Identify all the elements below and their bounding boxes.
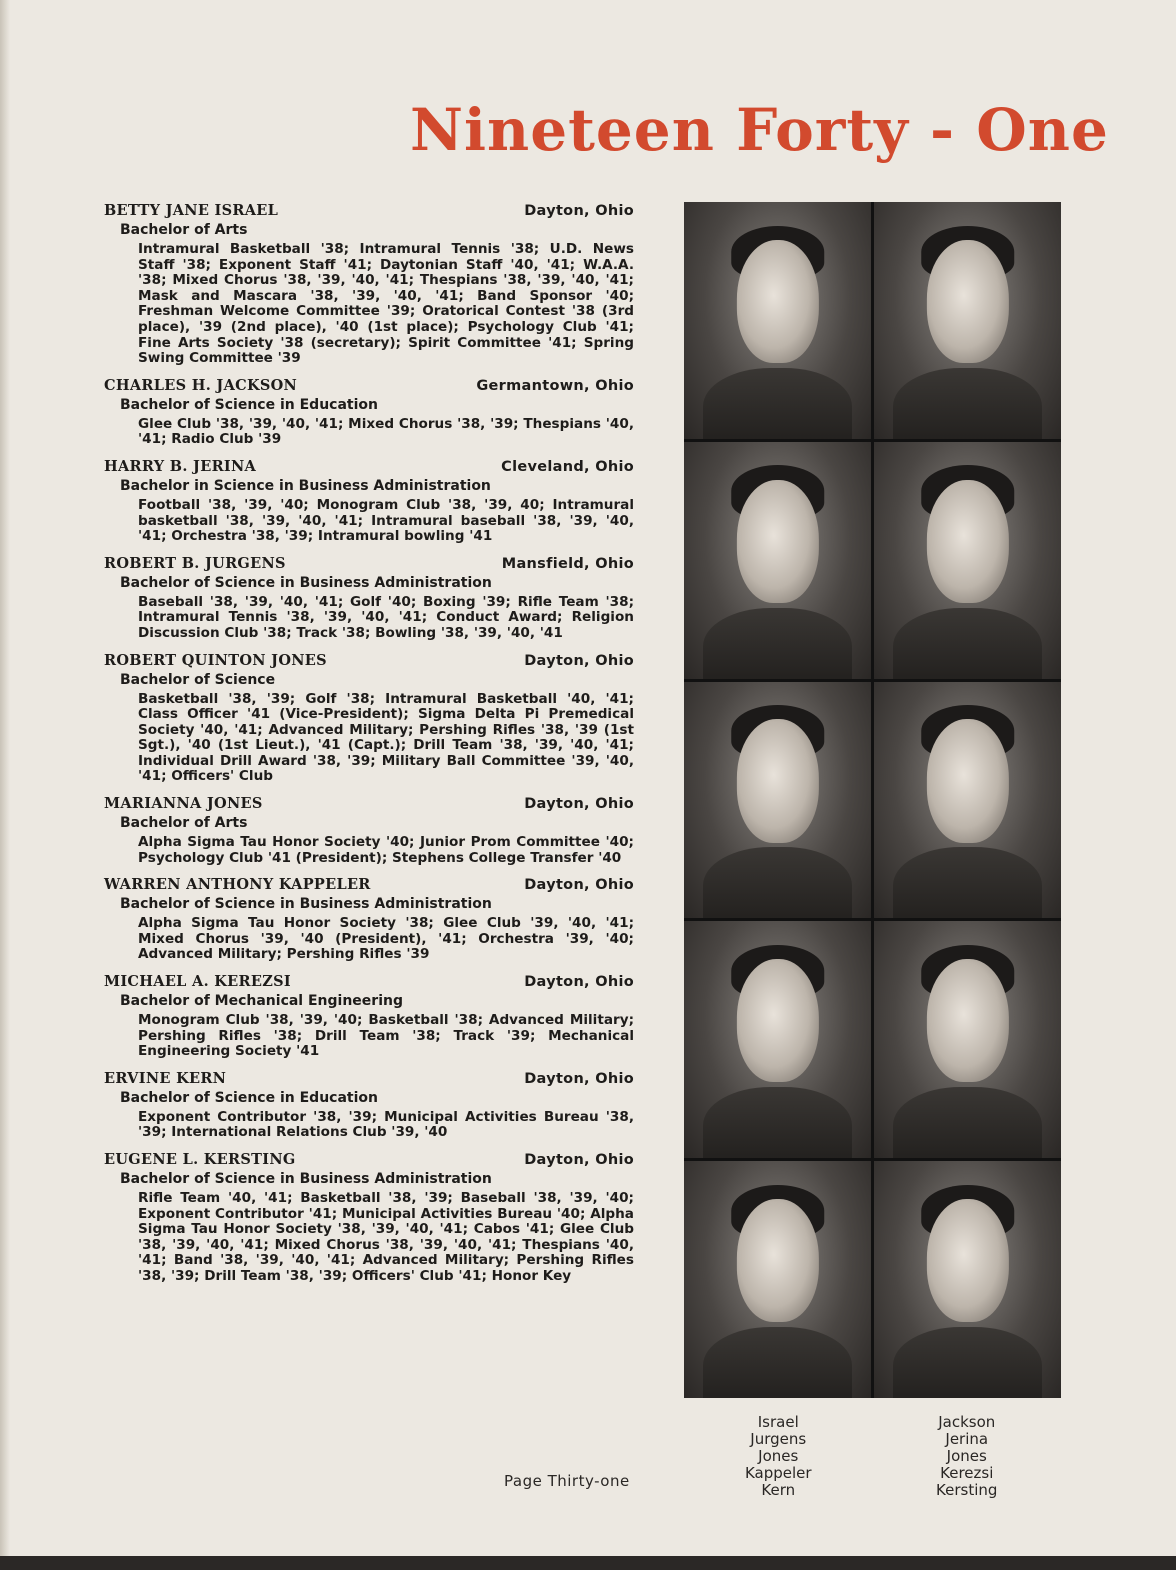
- entry-city: Dayton, Ohio: [524, 652, 634, 669]
- entry-name: ERVINE KERN: [104, 1069, 227, 1087]
- caption-name: Israel: [757, 1413, 799, 1431]
- caption-name: Kerezsi: [940, 1464, 994, 1482]
- entry-name: CHARLES H. JACKSON: [104, 376, 298, 394]
- caption-name: Jones: [946, 1447, 987, 1465]
- entry-degree: Bachelor of Science in Education: [120, 1089, 378, 1106]
- entry-marianna-jones: [104, 795, 634, 866]
- entry-activities: Basketball '38, '39; Golf '38; Intramural Basketball '40, '41; Class Officer '41 (Vice-President); Sigma Delta Pi Premedical Society '40, '41; Advanced Military; Pershing Rifles '38, '39 (1st Sgt.), '40 (1st Lieut.), '41 (Capt.); Drill Team '38, '39, '40, '41; Individual Drill Award '38, '39; Military Ball Committee '39, '40, '41; Officers' Club: [138, 690, 634, 785]
- entry-israel: [104, 202, 634, 367]
- portrait-photo-jackson: [874, 202, 1061, 439]
- caption-column-right: [892, 1414, 1042, 1499]
- portrait-photo-marianna-jones: [874, 682, 1061, 919]
- entry-city: Cleveland, Ohio: [501, 458, 634, 475]
- entry-city: Dayton, Ohio: [524, 203, 634, 219]
- caption-name: Jerina: [945, 1430, 989, 1448]
- caption-column-left: [703, 1414, 853, 1499]
- entry-jurgens: [104, 555, 634, 642]
- entry-city: Germantown, Ohio: [476, 377, 634, 394]
- portrait-photo-israel: [684, 202, 871, 439]
- entry-city: Mansfield, Ohio: [501, 555, 634, 572]
- entry-kern: [104, 1070, 634, 1141]
- portrait-photo-kerezsi: [874, 921, 1061, 1158]
- entry-activities: Football '38, '39, '40; Monogram Club '38, '39, 40; Intramural basketball '38, '39, '40, '41; Intramural baseball '38, '39, '40, '41; Orchestra '38, '39; Intramural bowling '41: [138, 496, 634, 545]
- entry-name: MARIANNA JONES: [104, 795, 263, 813]
- senior-entries: [104, 202, 634, 1295]
- page-title: Nineteen Forty - One: [410, 96, 1109, 164]
- entry-activities: Alpha Sigma Tau Honor Society '40; Junior Prom Committee '40; Psychology Club '41 (President); Stephens College Transfer '40: [138, 834, 634, 866]
- entry-name: MICHAEL A. KEREZSI: [104, 973, 291, 991]
- caption-name: Jurgens: [750, 1430, 807, 1448]
- entry-jerina: [104, 458, 634, 545]
- caption-name: Kappeler: [744, 1464, 812, 1482]
- photo-captions: [684, 1414, 1061, 1499]
- entry-name: HARRY B. JERINA: [104, 457, 257, 475]
- entry-name: BETTY JANE ISRAEL: [104, 202, 279, 219]
- entry-degree: Bachelor of Science in Education: [120, 396, 378, 413]
- portrait-photo-jerina: [874, 442, 1061, 679]
- portrait-photo-kern: [684, 1161, 871, 1398]
- portrait-grid: [684, 202, 1061, 1398]
- entry-activities: Exponent Contributor '38, '39; Municipal Activities Bureau '38, '39; International Relations Club '39, '40: [138, 1108, 634, 1141]
- entry-city: Dayton, Ohio: [524, 796, 634, 813]
- entry-kerezsi: [104, 973, 634, 1060]
- page-number: Page Thirty-one: [504, 1472, 630, 1490]
- entry-activities: Alpha Sigma Tau Honor Society '38; Glee Club '39, '40, '41; Mixed Chorus '39, '40 (President), '41; Orchestra '39, '40; Advanced Military; Pershing Rifles '39: [138, 915, 634, 963]
- entry-name: EUGENE L. KERSTING: [104, 1151, 296, 1168]
- entry-activities: Monogram Club '38, '39, '40; Basketball '38; Advanced Military; Pershing Rifles '38; Drill Team '38; Track '39; Mechanical Engineering Society '41: [138, 1012, 634, 1060]
- entry-city: Dayton, Ohio: [524, 877, 634, 894]
- portrait-photo-jurgens: [684, 442, 871, 679]
- caption-name: Kern: [761, 1481, 796, 1499]
- entry-degree: Bachelor of Mechanical Engineering: [120, 993, 403, 1010]
- page-bottom-edge: [0, 1556, 1176, 1570]
- caption-name: Kersting: [936, 1481, 998, 1499]
- entry-kersting: [104, 1151, 634, 1285]
- entry-activities: Rifle Team '40, '41; Basketball '38, '39; Baseball '38, '39, '40; Exponent Contributor '41; Municipal Activities Bureau '40; Alpha Sigma Tau Honor Society '38, '39, '40, '41; Cabos '41; Glee Club '38, '39, '40, '41; Mixed Chorus '38, '39, '40, '41; Thespians '40, '41; Band '38, '39, '40, '41; Advanced Military; Pershing Rifles '38, '39; Drill Team '38, '39; Officers' Club '41; Honor Key: [138, 1190, 634, 1284]
- entry-name: ROBERT QUINTON JONES: [104, 651, 327, 669]
- entry-activities: Baseball '38, '39, '40, '41; Golf '40; Boxing '39; Rifle Team '38; Intramural Tennis '38, '39, '40, '41; Conduct Award; Religion Discussion Club '38; Track '38; Bowling '38, '39, '40, '41: [138, 593, 634, 641]
- portrait-photo-robert-jones: [684, 682, 871, 919]
- entry-degree: Bachelor of Science: [120, 671, 276, 688]
- entry-degree: Bachelor of Science in Business Administration: [120, 574, 492, 591]
- entry-activities: Glee Club '38, '39, '40, '41; Mixed Chorus '38, '39; Thespians '40, '41; Radio Club '39: [138, 415, 634, 448]
- entry-jackson: [104, 377, 634, 448]
- portrait-photo-kappeler: [684, 921, 871, 1158]
- entry-city: Dayton, Ohio: [524, 974, 634, 991]
- entry-robert-jones: [104, 652, 634, 786]
- entry-activities: Intramural Basketball '38; Intramural Tennis '38; U.D. News Staff '38; Exponent Staff '41; Daytonian Staff '40, '41; W.A.A. '38; Mixed Chorus '38, '39, '40, '41; Thespians '38, '39, '40, '41; Mask and Mascara '38, '39, '40, '41; Band Sponsor '40; Freshman Welcome Committee '39; Oratorical Contest '38 (3rd place), '39 (2nd place), '40 (1st place); Psychology Club '41; Fine Arts Society '38 (secretary); Spirit Committee '41; Spring Swing Committee '39: [138, 241, 634, 367]
- caption-name: Jones: [758, 1447, 799, 1465]
- entry-degree: Bachelor of Science in Business Administration: [120, 896, 492, 913]
- entry-degree: Bachelor of Science in Business Administration: [120, 1171, 492, 1187]
- entry-city: Dayton, Ohio: [524, 1152, 634, 1168]
- entry-name: WARREN ANTHONY KAPPELER: [104, 876, 371, 894]
- entry-city: Dayton, Ohio: [524, 1070, 634, 1087]
- entry-degree: Bachelor in Science in Business Administration: [120, 477, 491, 494]
- portrait-photo-kersting: [874, 1161, 1061, 1398]
- caption-name: Jackson: [938, 1413, 996, 1431]
- entry-name: ROBERT B. JURGENS: [104, 554, 286, 572]
- entry-degree: Bachelor of Arts: [120, 815, 248, 832]
- page-edge: [0, 0, 10, 1570]
- entry-kappeler: [104, 876, 634, 963]
- entry-degree: Bachelor of Arts: [120, 222, 248, 238]
